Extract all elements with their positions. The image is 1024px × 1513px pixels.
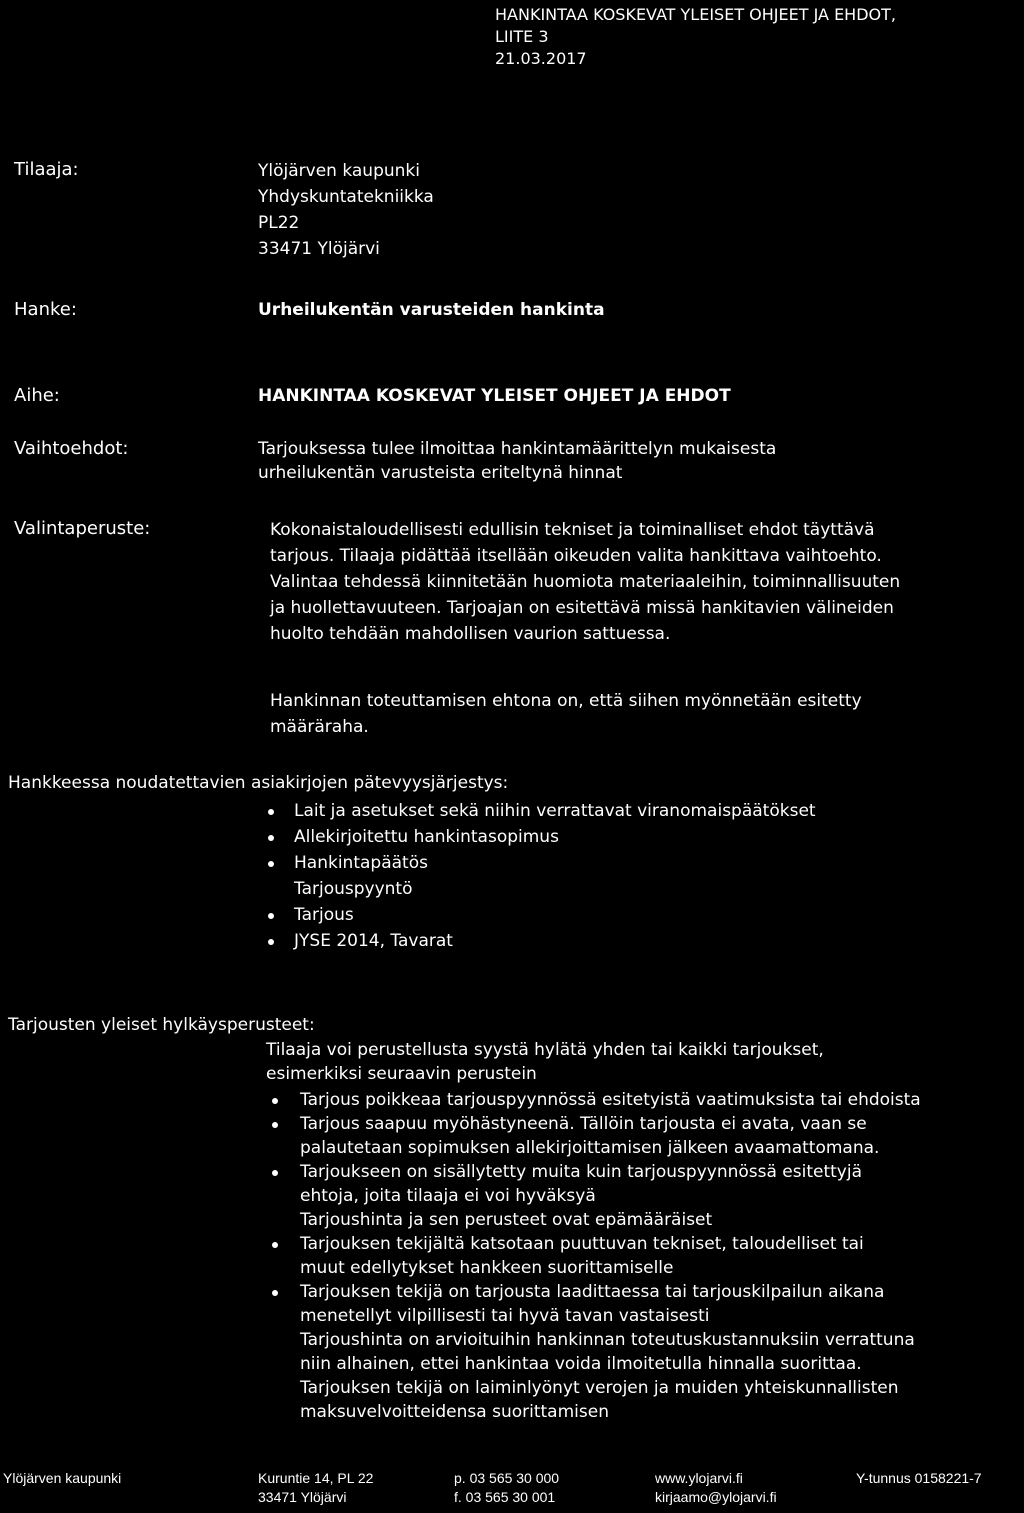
text-line: määräraha. xyxy=(270,717,369,737)
list-item: Tarjouksen tekijä on laiminlyönyt verojen ja muiden yhteiskunnallisten xyxy=(300,1378,899,1398)
tilaaja-line: 33471 Ylöjärvi xyxy=(258,239,380,259)
document-date: 21.03.2017 xyxy=(495,49,587,68)
document-order-list xyxy=(262,798,816,954)
text-line: Kokonaistaloudellisesti edullisin tekniset ja toiminalliset ehdot täyttävä xyxy=(270,520,875,540)
list-item: niin alhainen, ettei hankintaa voida ilmoitetulla hinnalla suorittaa. xyxy=(300,1354,862,1374)
text-line: Valintaa tehdessä kiinnitetään huomiota materiaaleihin, toiminnallisuuten xyxy=(270,572,901,592)
footer-address-line: Kuruntie 14, PL 22 xyxy=(258,1470,374,1486)
footer-address-line: 33471 Ylöjärvi xyxy=(258,1489,347,1505)
list-item: Tarjoushinta ja sen perusteet ovat epämääräiset xyxy=(300,1210,713,1230)
valintaperuste-label: Valintaperuste: xyxy=(14,518,151,539)
tilaaja-address xyxy=(258,158,434,262)
list-item: Tarjous xyxy=(262,902,816,928)
document-order-heading: Hankkeessa noudatettavien asiakirjojen pätevyysjärjestys: xyxy=(8,773,509,793)
list-item: JYSE 2014, Tavarat xyxy=(262,928,816,954)
list-item: muut edellytykset hankkeen suorittamiselle xyxy=(300,1258,674,1278)
aihe-label: Aihe: xyxy=(14,385,60,406)
list-item: Tarjoukseen on sisällytetty muita kuin tarjouspyynnössä esitettyjä xyxy=(270,1160,921,1184)
footer-business-id: Y-tunnus 0158221-7 xyxy=(856,1470,982,1486)
tilaaja-line: PL22 xyxy=(258,213,300,233)
footer-web xyxy=(655,1469,777,1507)
list-item: Tarjoushinta on arvioituihin hankinnan toteutuskustannuksiin verrattuna xyxy=(300,1330,915,1350)
list-item: palautetaan sopimuksen allekirjoittamisen jälkeen avaamattomana. xyxy=(300,1138,880,1158)
list-item: Tarjous saapuu myöhästyneenä. Tällöin tarjousta ei avata, vaan se xyxy=(270,1112,921,1136)
aihe-value: HANKINTAA KOSKEVAT YLEISET OHJEET JA EHDOT xyxy=(258,386,731,406)
text-line: Hankinnan toteuttamisen ehtona on, että siihen myönnetään esitetty xyxy=(270,691,862,711)
list-item: ehtoja, joita tilaaja ei voi hyväksyä xyxy=(300,1186,596,1206)
attachment-label: LIITE 3 xyxy=(495,27,549,46)
footer-phone xyxy=(454,1469,559,1507)
text-line: ja huollettavuuteen. Tarjoajan on esitettävä missä hankitavien välineiden xyxy=(270,598,894,618)
funding-condition xyxy=(270,688,862,740)
tilaaja-line: Ylöjärven kaupunki xyxy=(258,161,420,181)
list-item: Allekirjoitettu hankintasopimus xyxy=(262,824,816,850)
vaihtoehdot-label: Vaihtoehdot: xyxy=(14,438,129,459)
footer-org: Ylöjärven kaupunki xyxy=(3,1470,122,1486)
text-line: esimerkiksi seuraavin perustein xyxy=(266,1064,537,1084)
tilaaja-label: Tilaaja: xyxy=(14,159,79,180)
rejection-list xyxy=(270,1088,921,1424)
rejection-intro xyxy=(266,1038,824,1086)
document-header xyxy=(495,4,896,70)
footer-website-link[interactable]: www.ylojarvi.fi xyxy=(655,1470,743,1486)
tilaaja-line: Yhdyskuntatekniikka xyxy=(258,187,434,207)
list-item: menetellyt vilpillisesti tai hyvä tavan vastaisesti xyxy=(300,1306,710,1326)
list-item: Hankintapäätös xyxy=(262,850,816,876)
text-line: Tarjouksessa tulee ilmoittaa hankintamäärittelyn mukaisesta xyxy=(258,439,777,459)
footer-phone-number: p. 03 565 30 000 xyxy=(454,1470,560,1486)
valintaperuste-text xyxy=(270,517,900,647)
footer-fax-number: f. 03 565 30 001 xyxy=(454,1489,556,1505)
list-item: Tarjouksen tekijältä katsotaan puuttuvan tekniset, taloudelliset tai xyxy=(270,1232,921,1256)
text-line: Tilaaja voi perustellusta syystä hylätä yhden tai kaikki tarjoukset, xyxy=(266,1040,824,1060)
document-title: HANKINTAA KOSKEVAT YLEISET OHJEET JA EHDOT, xyxy=(495,5,896,24)
vaihtoehdot-text xyxy=(258,437,776,485)
text-line: urheilukentän varusteista eriteltynä hinnat xyxy=(258,463,623,483)
footer-email-link[interactable]: kirjaamo@ylojarvi.fi xyxy=(655,1489,777,1505)
list-item: Tarjous poikkeaa tarjouspyynnössä esitetyistä vaatimuksista tai ehdoista xyxy=(270,1088,921,1112)
text-line: tarjous. Tilaaja pidättää itsellään oikeuden valita hankittava vaihtoehto. xyxy=(270,546,882,566)
hanke-label: Hanke: xyxy=(14,299,77,320)
list-item: Tarjouksen tekijä on tarjousta laadittaessa tai tarjouskilpailun aikana xyxy=(270,1280,921,1304)
list-item: Lait ja asetukset sekä niihin verrattavat viranomaispäätökset xyxy=(262,798,816,824)
hanke-value: Urheilukentän varusteiden hankinta xyxy=(258,300,605,320)
text-line: huolto tehdään mahdollisen vaurion sattuessa. xyxy=(270,624,671,644)
footer-address xyxy=(258,1469,373,1507)
rejection-heading: Tarjousten yleiset hylkäysperusteet: xyxy=(8,1015,315,1035)
list-item: maksuvelvoitteidensa suorittamisen xyxy=(300,1402,609,1422)
list-item: Tarjouspyyntö xyxy=(294,879,413,899)
